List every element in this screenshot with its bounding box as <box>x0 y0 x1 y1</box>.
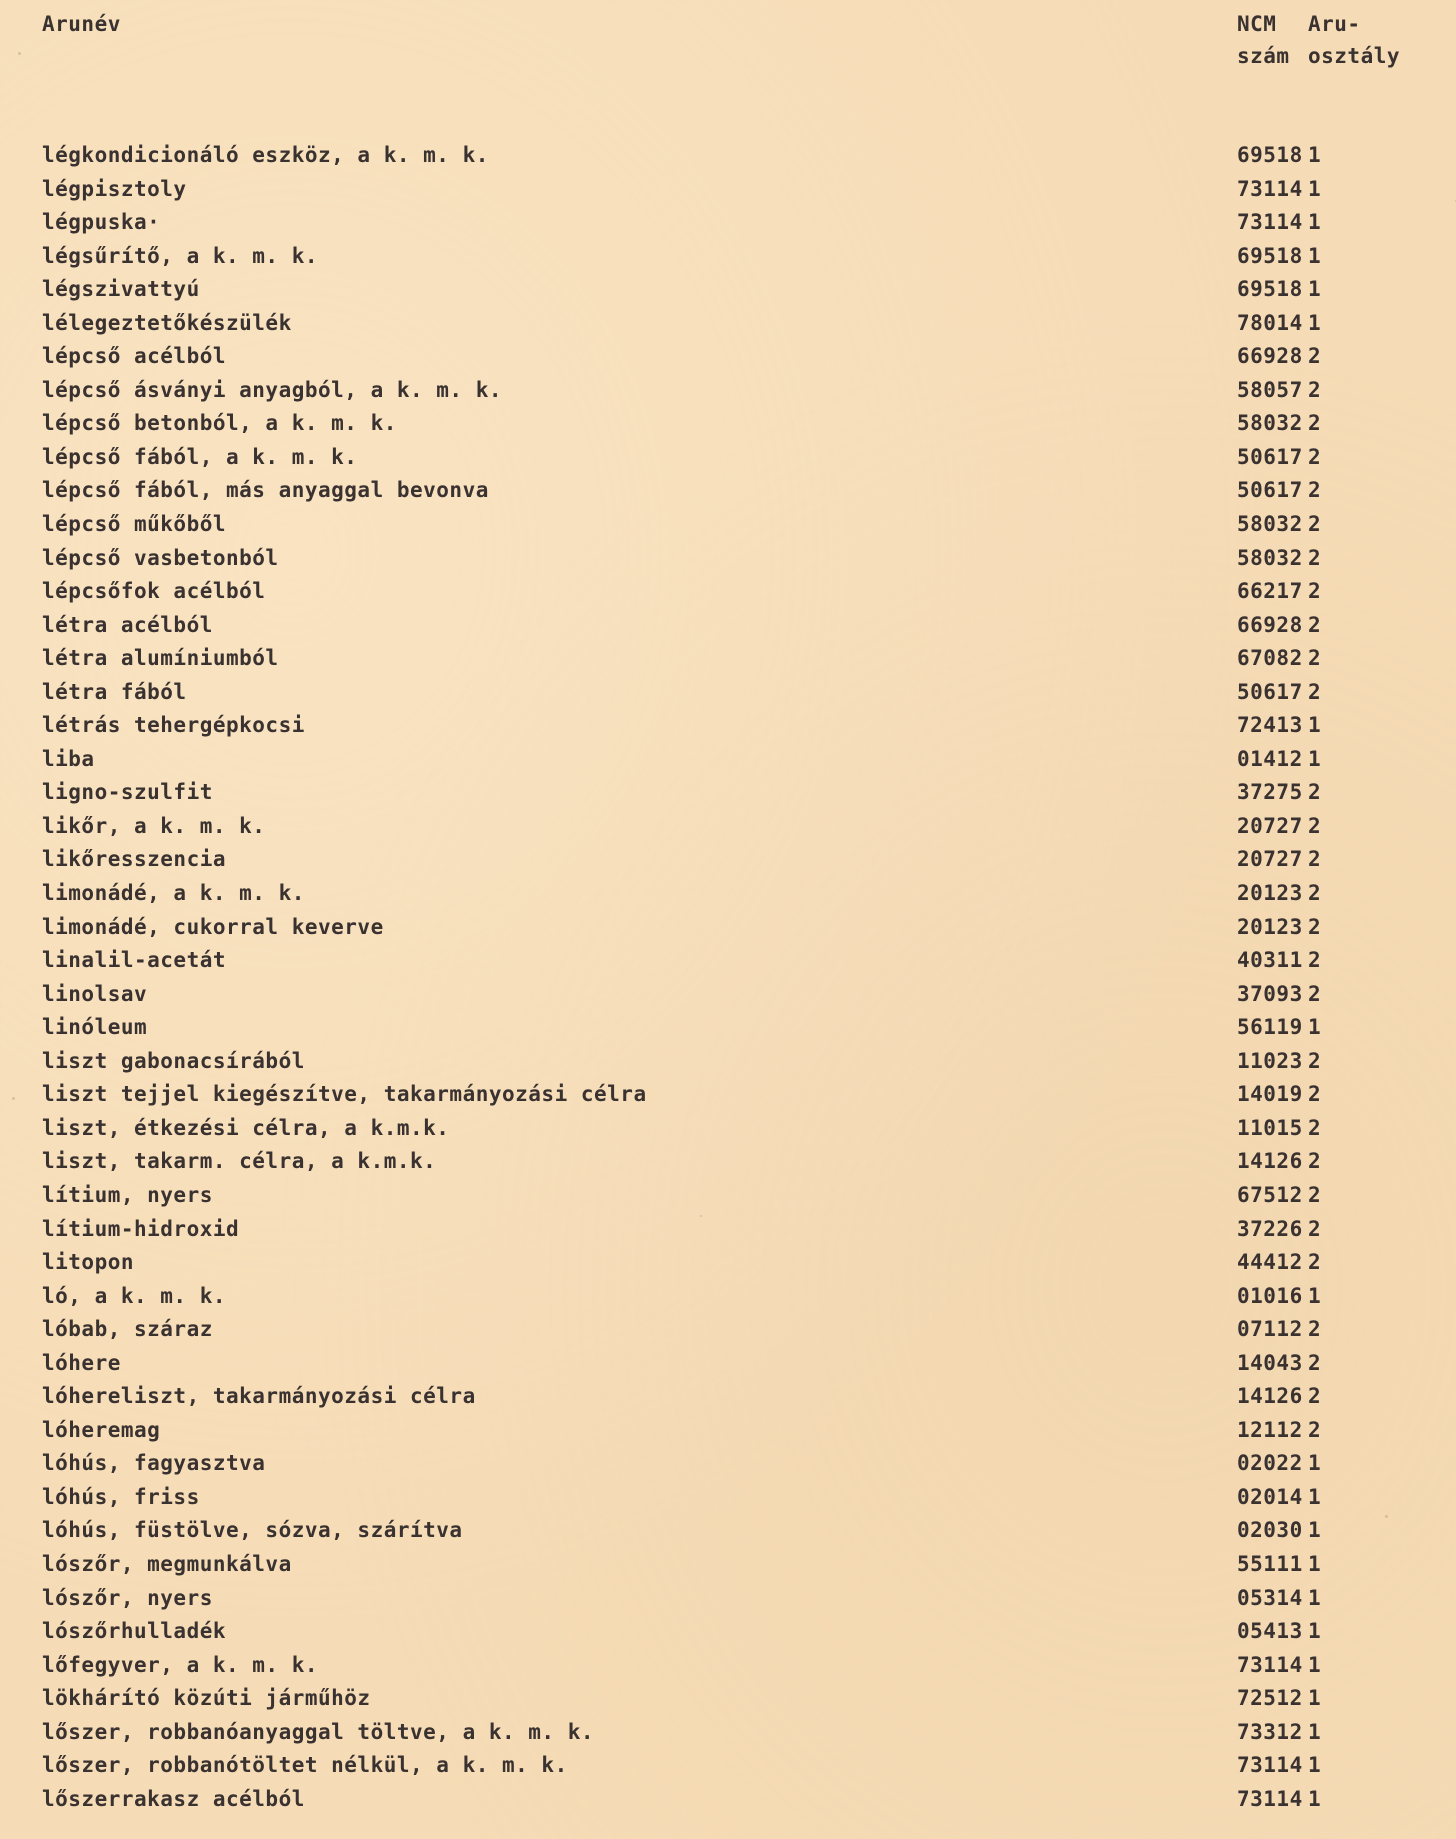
item-class: 2 <box>1308 881 1322 906</box>
item-class: 2 <box>1308 646 1322 671</box>
item-name: limonádé, a k. m. k. <box>42 881 305 906</box>
list-item <box>0 1552 1456 1586</box>
item-class: 2 <box>1308 914 1322 939</box>
item-name: légpisztoly <box>42 176 187 201</box>
item-ncm-number: 50617 <box>1237 444 1303 469</box>
item-class: 2 <box>1308 1317 1322 1342</box>
list-item <box>0 411 1456 445</box>
item-class: 1 <box>1308 1686 1322 1711</box>
list-item <box>0 1384 1456 1418</box>
item-ncm-number: 37093 <box>1237 981 1303 1006</box>
item-ncm-number: 69518 <box>1237 143 1303 167</box>
list-item <box>0 915 1456 949</box>
item-ncm-number: 02030 <box>1237 1518 1303 1543</box>
item-ncm-number: 01016 <box>1237 1283 1303 1308</box>
item-name: lítium, nyers <box>42 1182 213 1207</box>
item-class: 2 <box>1308 1250 1322 1275</box>
list-item <box>0 177 1456 211</box>
item-ncm-number: 12112 <box>1237 1417 1303 1442</box>
item-name: lóhereliszt, takarmányozási célra <box>42 1384 476 1409</box>
item-ncm-number: 14019 <box>1237 1082 1303 1107</box>
paper-speck <box>700 1215 702 1217</box>
item-name: létra acélból <box>42 612 213 637</box>
item-class: 2 <box>1308 512 1322 537</box>
list-item <box>0 1686 1456 1720</box>
item-name: litopon <box>42 1250 135 1275</box>
item-class: 2 <box>1308 813 1322 838</box>
item-name: lépcső műkőből <box>42 512 227 537</box>
item-name: lóhere <box>42 1350 121 1375</box>
item-class: 2 <box>1308 1082 1322 1107</box>
item-class: 1 <box>1308 1283 1322 1308</box>
column-header-class <box>1308 8 1400 72</box>
item-name: létra fából <box>42 679 187 704</box>
list-item <box>0 747 1456 781</box>
item-name: lóheremag <box>42 1417 161 1442</box>
list-item <box>0 143 1456 177</box>
item-class: 2 <box>1308 344 1322 369</box>
item-class: 2 <box>1308 1216 1322 1241</box>
list-item <box>0 1049 1456 1083</box>
item-ncm-number: 14126 <box>1237 1149 1303 1174</box>
item-name: liszt tejjel kiegészítve, takarmányozási célra <box>42 1082 647 1107</box>
item-ncm-number: 37275 <box>1237 780 1303 805</box>
item-name: lőfegyver, a k. m. k. <box>42 1652 319 1677</box>
item-ncm-number: 72512 <box>1237 1686 1303 1711</box>
column-header-ncm-line2: szám <box>1237 44 1290 68</box>
item-ncm-number: 56119 <box>1237 1015 1303 1040</box>
item-class: 2 <box>1308 579 1322 604</box>
item-class: 1 <box>1308 143 1322 167</box>
item-name: lítium-hidroxid <box>42 1216 240 1241</box>
list-item <box>0 1485 1456 1519</box>
item-ncm-number: 07112 <box>1237 1317 1303 1342</box>
list-item <box>0 210 1456 244</box>
item-ncm-number: 20727 <box>1237 813 1303 838</box>
item-ncm-number: 20123 <box>1237 914 1303 939</box>
list-item <box>0 1183 1456 1217</box>
list-item <box>0 1451 1456 1485</box>
item-ncm-number: 73114 <box>1237 1652 1303 1677</box>
item-ncm-number: 73114 <box>1237 1786 1303 1811</box>
item-name: lószőrhulladék <box>42 1619 227 1644</box>
item-class: 1 <box>1308 1015 1322 1040</box>
item-ncm-number: 05413 <box>1237 1619 1303 1644</box>
item-name: likőresszencia <box>42 847 227 872</box>
item-class: 1 <box>1308 713 1322 738</box>
list-item <box>0 445 1456 479</box>
item-class: 1 <box>1308 310 1322 335</box>
item-class: 1 <box>1308 1585 1322 1610</box>
paper-speck <box>1385 1515 1388 1518</box>
item-name: légsűrítő, a k. m. k. <box>42 243 319 268</box>
item-ncm-number: 78014 <box>1237 310 1303 335</box>
item-name: liszt, takarm. célra, a k.m.k. <box>42 1149 437 1174</box>
list-item <box>0 1619 1456 1653</box>
item-ncm-number: 55111 <box>1237 1551 1303 1576</box>
item-name: liba <box>42 746 95 771</box>
item-ncm-number: 73114 <box>1237 1753 1303 1778</box>
item-name: linolsav <box>42 981 148 1006</box>
item-class: 1 <box>1308 1484 1322 1509</box>
item-name: lóhús, fagyasztva <box>42 1451 266 1476</box>
item-ncm-number: 69518 <box>1237 277 1303 302</box>
list-item <box>0 1317 1456 1351</box>
column-header-name-label: Arunév <box>42 12 121 36</box>
item-ncm-number: 58032 <box>1237 411 1303 436</box>
item-name: létra alumíniumból <box>42 646 279 671</box>
item-name: légszivattyú <box>42 277 200 302</box>
column-header-ncm-line1: NCM <box>1237 12 1277 36</box>
item-name: likőr, a k. m. k. <box>42 813 266 838</box>
list-item <box>0 613 1456 647</box>
item-ncm-number: 50617 <box>1237 679 1303 704</box>
item-class: 2 <box>1308 1182 1322 1207</box>
item-class: 2 <box>1308 780 1322 805</box>
item-class: 1 <box>1308 1551 1322 1576</box>
item-ncm-number: 66928 <box>1237 344 1303 369</box>
column-header-ncm <box>1237 8 1290 72</box>
list-item <box>0 1217 1456 1251</box>
item-name: lóhús, füstölve, sózva, szárítva <box>42 1518 463 1543</box>
item-ncm-number: 69518 <box>1237 243 1303 268</box>
item-ncm-number: 73312 <box>1237 1719 1303 1744</box>
item-ncm-number: 14043 <box>1237 1350 1303 1375</box>
item-class: 1 <box>1308 277 1322 302</box>
column-header-name <box>42 8 121 40</box>
item-name: liszt, étkezési célra, a k.m.k. <box>42 1115 450 1140</box>
list-item <box>0 579 1456 613</box>
item-class: 1 <box>1308 176 1322 201</box>
item-ncm-number: 58057 <box>1237 377 1303 402</box>
item-name: linalil-acetát <box>42 948 227 973</box>
list-item <box>0 1586 1456 1620</box>
list-item <box>0 478 1456 512</box>
list-item <box>0 1250 1456 1284</box>
list-item <box>0 948 1456 982</box>
item-ncm-number: 44412 <box>1237 1250 1303 1275</box>
item-ncm-number: 14126 <box>1237 1384 1303 1409</box>
item-class: 2 <box>1308 612 1322 637</box>
list-item <box>0 311 1456 345</box>
item-name: lépcsőfok acélból <box>42 579 266 604</box>
item-name: légkondicionáló eszköz, a k. m. k. <box>42 143 489 167</box>
item-name: lépcső fából, a k. m. k. <box>42 444 358 469</box>
item-class: 2 <box>1308 1350 1322 1375</box>
item-ncm-number: 73114 <box>1237 210 1303 235</box>
item-class: 2 <box>1308 1417 1322 1442</box>
item-class: 1 <box>1308 1753 1322 1778</box>
list-item <box>0 378 1456 412</box>
item-name: lépcső ásványi anyagból, a k. m. k. <box>42 377 503 402</box>
list-item <box>0 680 1456 714</box>
item-class: 1 <box>1308 1786 1322 1811</box>
item-name: lökhárító közúti járműhöz <box>42 1686 371 1711</box>
item-name: lélegeztetőkészülék <box>42 310 292 335</box>
item-name: linóleum <box>42 1015 148 1040</box>
list-item <box>0 277 1456 311</box>
item-ncm-number: 66217 <box>1237 579 1303 604</box>
list-item <box>0 1284 1456 1318</box>
item-class: 2 <box>1308 981 1322 1006</box>
item-class: 2 <box>1308 948 1322 973</box>
list-item <box>0 1082 1456 1116</box>
item-class: 2 <box>1308 545 1322 570</box>
item-list <box>0 143 1456 1820</box>
item-name: lépcső vasbetonból <box>42 545 279 570</box>
item-ncm-number: 01412 <box>1237 746 1303 771</box>
item-ncm-number: 72413 <box>1237 713 1303 738</box>
list-item <box>0 1418 1456 1452</box>
list-item <box>0 1720 1456 1754</box>
item-class: 1 <box>1308 243 1322 268</box>
list-item <box>0 1787 1456 1821</box>
list-item <box>0 344 1456 378</box>
list-item <box>0 244 1456 278</box>
item-ncm-number: 37226 <box>1237 1216 1303 1241</box>
item-name: liszt gabonacsírából <box>42 1048 305 1073</box>
item-ncm-number: 40311 <box>1237 948 1303 973</box>
paper-speck <box>18 52 21 55</box>
list-item <box>0 512 1456 546</box>
item-ncm-number: 50617 <box>1237 478 1303 503</box>
item-name: ligno-szulfit <box>42 780 213 805</box>
item-name: ló, a k. m. k. <box>42 1283 227 1308</box>
list-item <box>0 814 1456 848</box>
list-item <box>0 1149 1456 1183</box>
item-ncm-number: 58032 <box>1237 512 1303 537</box>
list-item <box>0 847 1456 881</box>
list-item <box>0 982 1456 1016</box>
item-ncm-number: 11015 <box>1237 1115 1303 1140</box>
item-name: lőszer, robbanótöltet nélkül, a k. m. k. <box>42 1753 568 1778</box>
item-ncm-number: 20123 <box>1237 881 1303 906</box>
item-class: 2 <box>1308 1149 1322 1174</box>
list-item <box>0 881 1456 915</box>
item-class: 2 <box>1308 377 1322 402</box>
list-item <box>0 1015 1456 1049</box>
list-item <box>0 1753 1456 1787</box>
item-ncm-number: 73114 <box>1237 176 1303 201</box>
item-name: lépcső acélból <box>42 344 227 369</box>
item-name: lépcső betonból, a k. m. k. <box>42 411 397 436</box>
item-class: 2 <box>1308 444 1322 469</box>
item-class: 2 <box>1308 478 1322 503</box>
item-ncm-number: 67512 <box>1237 1182 1303 1207</box>
item-name: légpuska· <box>42 210 161 235</box>
list-item <box>0 1518 1456 1552</box>
list-item <box>0 1116 1456 1150</box>
item-class: 2 <box>1308 411 1322 436</box>
item-class: 1 <box>1308 1619 1322 1644</box>
item-class: 1 <box>1308 1518 1322 1543</box>
item-class: 2 <box>1308 1384 1322 1409</box>
item-class: 1 <box>1308 1451 1322 1476</box>
item-ncm-number: 11023 <box>1237 1048 1303 1073</box>
item-name: limonádé, cukorral keverve <box>42 914 384 939</box>
list-item <box>0 713 1456 747</box>
item-class: 1 <box>1308 1652 1322 1677</box>
item-class: 1 <box>1308 210 1322 235</box>
item-class: 2 <box>1308 1048 1322 1073</box>
item-name: lószőr, megmunkálva <box>42 1551 292 1576</box>
item-name: lóbab, száraz <box>42 1317 213 1342</box>
item-name: létrás tehergépkocsi <box>42 713 305 738</box>
item-class: 2 <box>1308 679 1322 704</box>
item-ncm-number: 58032 <box>1237 545 1303 570</box>
paper-speck <box>12 1097 15 1100</box>
list-item <box>0 646 1456 680</box>
item-class: 1 <box>1308 746 1322 771</box>
item-ncm-number: 66928 <box>1237 612 1303 637</box>
item-ncm-number: 02022 <box>1237 1451 1303 1476</box>
item-class: 1 <box>1308 1719 1322 1744</box>
item-class: 2 <box>1308 1115 1322 1140</box>
item-class: 2 <box>1308 847 1322 872</box>
item-name: lőszerrakasz acélból <box>42 1786 305 1811</box>
list-item <box>0 1351 1456 1385</box>
column-header-class-line1: Aru- <box>1308 12 1361 36</box>
item-name: lőszer, robbanóanyaggal töltve, a k. m. k. <box>42 1719 595 1744</box>
list-item <box>0 1653 1456 1687</box>
item-name: lóhús, friss <box>42 1484 200 1509</box>
item-ncm-number: 67082 <box>1237 646 1303 671</box>
list-item <box>0 546 1456 580</box>
item-name: lépcső fából, más anyaggal bevonva <box>42 478 489 503</box>
column-header-class-line2: osztály <box>1308 44 1401 68</box>
item-name: lószőr, nyers <box>42 1585 213 1610</box>
list-item <box>0 780 1456 814</box>
item-ncm-number: 20727 <box>1237 847 1303 872</box>
item-ncm-number: 05314 <box>1237 1585 1303 1610</box>
item-ncm-number: 02014 <box>1237 1484 1303 1509</box>
